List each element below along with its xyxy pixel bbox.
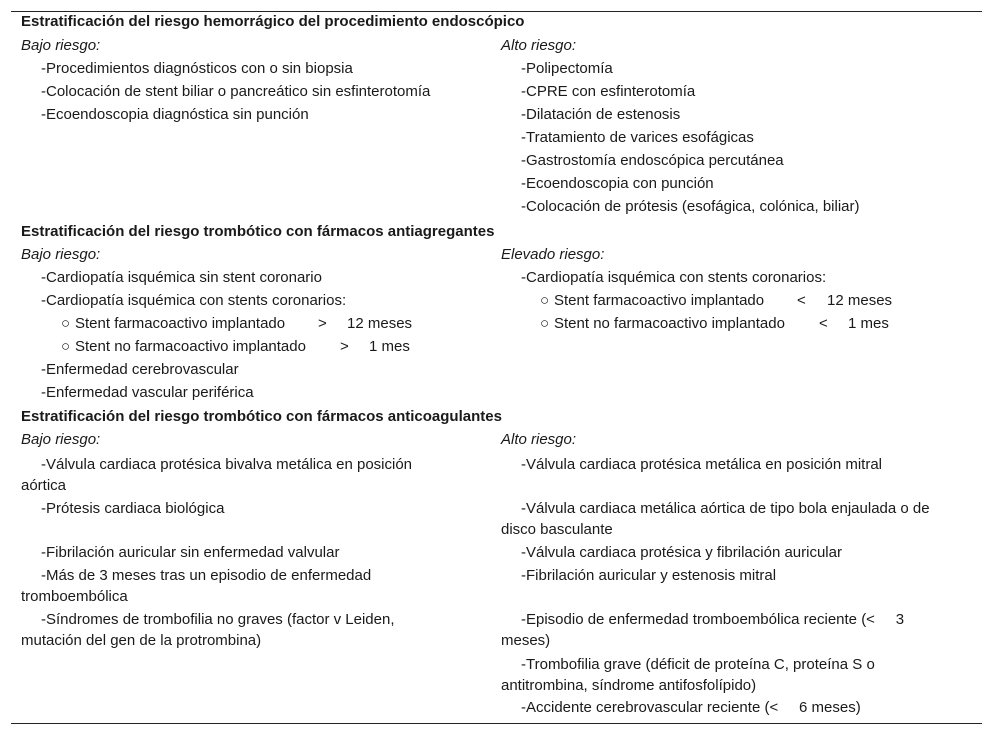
list-item: -Enfermedad vascular periférica (41, 384, 254, 401)
list-item: -Prótesis cardiaca biológica (41, 500, 225, 517)
list-item: -Enfermedad cerebrovascular (41, 361, 239, 378)
circle-bullet-icon: ○ (61, 315, 71, 332)
high-risk-label: Alto riesgo: (501, 37, 577, 54)
table-bottom-rule (11, 723, 982, 724)
section-heading-hemorrhagic: Estratificación del riesgo hemorrágico del procedimiento endoscópico (21, 13, 525, 30)
list-item: -CPRE con esfinterotomía (521, 83, 696, 100)
stent-type: Stent no farmacoactivo implantado (75, 338, 306, 355)
circle-bullet-icon: ○ (61, 338, 71, 355)
list-item: -Colocación de prótesis (esofágica, colónica, biliar) (521, 198, 860, 215)
low-risk-label: Bajo riesgo: (21, 431, 101, 448)
list-item: -Gastrostomía endoscópica percutánea (521, 152, 784, 169)
list-item: -Ecoendoscopia con punción (521, 175, 714, 192)
circle-bullet-icon: ○ (540, 292, 550, 309)
duration-value: 1 mes (848, 315, 889, 332)
list-item: -Válvula cardiaca protésica y fibrilación auricular (521, 544, 842, 561)
list-item: -Más de 3 meses tras un episodio de enfermedad tromboembólica (21, 567, 372, 605)
comparison-operator: < (797, 292, 806, 309)
list-item: -Válvula cardiaca protésica bivalva metálica en posición aórtica (21, 456, 413, 494)
list-item: -Síndromes de trombofilia no graves (factor v Leiden, mutación del gen de la protrombina) (21, 611, 395, 649)
list-item: -Cardiopatía isquémica con stents coronarios: (41, 292, 347, 309)
section-heading-antiplatelet: Estratificación del riesgo trombótico con fármacos antiagregantes (21, 223, 495, 240)
list-item: -Fibrilación auricular sin enfermedad valvular (41, 544, 340, 561)
comparison-operator: > (318, 315, 327, 332)
low-risk-label: Bajo riesgo: (21, 246, 101, 263)
comparison-operator: > (340, 338, 349, 355)
stent-type: Stent no farmacoactivo implantado (554, 315, 785, 332)
high-risk-label: Elevado riesgo: (501, 246, 605, 263)
list-item: -Procedimientos diagnósticos con o sin biopsia (41, 60, 353, 77)
list-item: -Ecoendoscopia diagnóstica sin punción (41, 106, 309, 123)
duration-value: 12 meses (827, 292, 893, 309)
list-item: -Colocación de stent biliar o pancreático sin esfinterotomía (41, 83, 431, 100)
stent-type: Stent farmacoactivo implantado (554, 292, 765, 309)
comparison-operator: < (819, 315, 828, 332)
list-item: -Accidente cerebrovascular reciente (< 6 meses) (521, 699, 861, 716)
duration-value: 12 meses (347, 315, 413, 332)
circle-bullet-icon: ○ (540, 315, 550, 332)
list-item: -Polipectomía (521, 60, 613, 77)
list-item: -Tratamiento de varices esofágicas (521, 129, 754, 146)
list-item: -Dilatación de estenosis (521, 106, 681, 123)
list-item: -Válvula cardiaca protésica metálica en posición mitral (521, 456, 882, 473)
low-risk-label: Bajo riesgo: (21, 37, 101, 54)
list-item: -Episodio de enfermedad tromboembólica reciente (< 3 meses) (501, 611, 909, 649)
duration-value: 1 mes (369, 338, 410, 355)
section-heading-anticoagulant: Estratificación del riesgo trombótico con fármacos anticoagulantes (21, 408, 502, 425)
list-item: -Válvula cardiaca metálica aórtica de tipo bola enjaulada o de disco basculante (501, 500, 930, 538)
high-risk-label: Alto riesgo: (501, 431, 577, 448)
stent-type: Stent farmacoactivo implantado (75, 315, 286, 332)
list-item: -Trombofilia grave (déficit de proteína C, proteína S o antitrombina, síndrome antifosfolípido) (501, 656, 875, 694)
list-item: -Fibrilación auricular y estenosis mitral (521, 567, 777, 584)
list-item: -Cardiopatía isquémica con stents coronarios: (521, 269, 827, 286)
list-item: -Cardiopatía isquémica sin stent coronario (41, 269, 322, 286)
